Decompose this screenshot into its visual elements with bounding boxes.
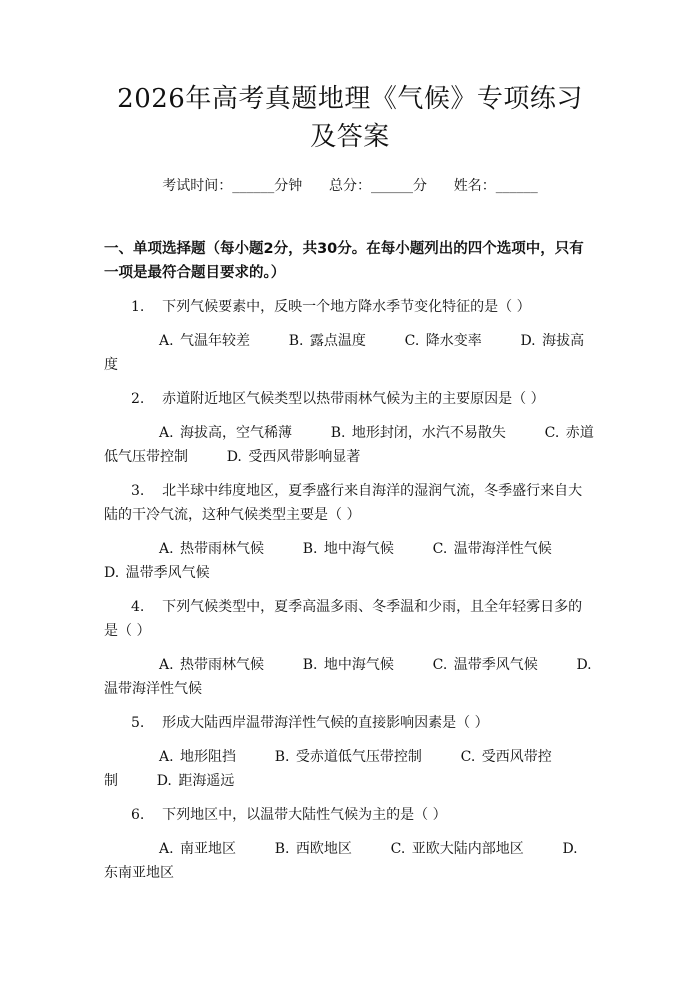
question-item	[104, 479, 596, 585]
question-options	[104, 745, 596, 793]
score-unit: 分	[413, 178, 427, 194]
option-a: A. 气温年较差	[159, 333, 251, 349]
option-b: B. 西欧地区	[274, 841, 352, 857]
score-label: 总分：	[329, 178, 371, 194]
question-number: 1.	[131, 299, 145, 315]
option-a: A. 热带雨林气候	[159, 657, 265, 673]
question-stem	[104, 803, 596, 827]
score-blank: ______	[371, 178, 413, 194]
question-number: 2.	[131, 391, 145, 407]
option-b: B. 地形封闭，水汽不易散失	[330, 425, 506, 441]
question-text: 形成大陆西岸温带海洋性气候的直接影响因素是（ ）	[162, 715, 489, 731]
option-a: A. 热带雨林气候	[159, 541, 265, 557]
question-number: 4.	[131, 599, 145, 615]
option-d: D. 温带季风气候	[104, 565, 210, 581]
option-c: C. 赤道低气压带控制	[104, 425, 594, 465]
question-options	[104, 421, 596, 469]
option-b: B. 地中海气候	[302, 657, 394, 673]
question-stem	[104, 479, 596, 527]
option-d: D. 海拔高度	[104, 333, 585, 373]
option-d: D. 东南亚地区	[104, 841, 585, 881]
question-options	[104, 837, 596, 885]
question-item	[104, 295, 596, 377]
option-c: C. 降水变率	[404, 333, 482, 349]
option-a: A. 地形阻挡	[159, 749, 237, 765]
option-b: B. 露点温度	[288, 333, 366, 349]
option-a: A. 海拔高，空气稀薄	[159, 425, 293, 441]
option-a: A. 南亚地区	[159, 841, 237, 857]
question-text: 下列气候要素中，反映一个地方降水季节变化特征的是（ ）	[162, 299, 531, 315]
name-label: 姓名：	[453, 178, 496, 194]
question-stem	[104, 295, 596, 319]
time-label: 考试时间：	[162, 178, 233, 194]
option-d: D. 受西风带影响显著	[226, 449, 361, 465]
question-text: 北半球中纬度地区，夏季盛行来自海洋的湿润气流，冬季盛行来自大陆的干冷气流，这种气候类型主要是（ ）	[104, 483, 583, 523]
time-blank: ______	[232, 178, 275, 194]
question-number: 6.	[131, 807, 145, 823]
option-c: C. 温带海洋性气候	[432, 541, 552, 557]
option-d: D. 距海遥远	[156, 773, 235, 789]
document-title: 2026年高考真题地理《气候》专项练习及答案	[117, 84, 583, 152]
question-text: 下列气候类型中，夏季高温多雨、冬季温和少雨，且全年轻雾日多的是（ ）	[104, 599, 583, 639]
question-item	[104, 711, 596, 793]
question-item	[104, 595, 599, 701]
section-heading: 一、单项选择题（每小题2分，共30分。在每小题列出的四个选项中，只有一项是最符合题目要求的。）	[104, 241, 584, 281]
name-blank: ______	[495, 178, 538, 194]
question-stem	[104, 387, 596, 411]
question-stem	[104, 711, 596, 735]
question-text: 下列地区中，以温带大陆性气候为主的是（ ）	[162, 807, 447, 823]
question-number: 3.	[131, 483, 145, 499]
question-number: 5.	[131, 715, 145, 731]
option-c: C. 亚欧大陆内部地区	[390, 841, 524, 857]
question-options	[104, 329, 596, 377]
option-b: B. 地中海气候	[302, 541, 394, 557]
question-item	[104, 387, 596, 469]
question-item	[104, 803, 596, 885]
option-c: C. 受西风带控制	[104, 749, 552, 789]
document-page	[0, 80, 700, 985]
option-b: B. 受赤道低气压带控制	[274, 749, 422, 765]
time-unit: 分钟	[274, 178, 303, 194]
question-text: 赤道附近地区气候类型以热带雨林气候为主的主要原因是（ ）	[162, 391, 545, 407]
option-c: C. 温带季风气候	[432, 657, 538, 673]
question-stem	[104, 595, 596, 643]
exam-info-line	[104, 176, 596, 196]
question-list	[104, 295, 599, 885]
question-options	[104, 537, 596, 585]
option-d: D. 温带海洋性气候	[104, 657, 599, 697]
question-options	[104, 653, 599, 701]
